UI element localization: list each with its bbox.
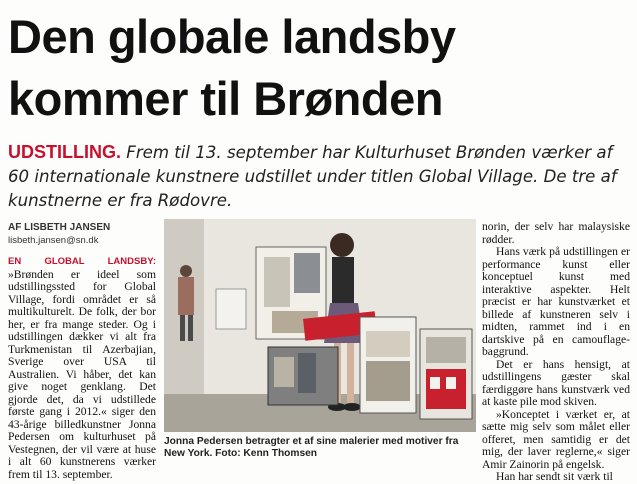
article-column-3	[482, 221, 630, 484]
lead-kicker: UDSTILLING.	[8, 142, 121, 162]
headline-line-1: Den globale landsby	[8, 10, 456, 63]
photo-caption: Jonna Pedersen betragter et af sine malerier med motiver fra New York. Foto: Kenn Thomsen	[164, 436, 459, 459]
column-3-paragraph: Det er hans hensigt, at udstillingens gæster skal færdiggøre hans kunstværk ved at kaste pile mod skiven.	[482, 357, 630, 408]
column-1-text: »Brønden er ideel som udstillingssted for Global Village, fordi området er så multikulturelt. De folk, der bor her, er fra mange steder. Og i udstillingen dækker vi alt fra Turkmenistan til Azerbajian, Sverige over USA til Australien. Vi håber, det kan give noget genklang. Det gjorde det, da vi udstillede første gang i 2012.« siger den 43-årige billedkunstner Jonna Pedersen om kulturhuset på Vestegnen, der vil være at huse i alt 60 kunstnerens værker frem til 13. september.	[8, 267, 156, 481]
column-3-paragraph: Han har sendt sit værk til	[496, 470, 613, 483]
byline-author: AF LISBETH JANSEN	[8, 222, 111, 233]
column-3-paragraph: Hans værk på udstillingen er performance kunst eller konceptuel kunst med interaktive aspekter. Helt præcist er har kunstværket et billede af kunstneren selv i midten, rammet ind i en dartskive på en camouflage-baggrund.	[482, 245, 630, 358]
column-3-paragraph: norin, der selv har malaysiske rødder.	[482, 220, 630, 246]
headline-line-2: kommer til Brønden	[8, 72, 443, 125]
photo-illustration	[164, 219, 476, 432]
byline-email: lisbeth.jansen@sn.dk	[8, 235, 99, 246]
article-column-1	[8, 255, 156, 481]
lead-paragraph	[8, 140, 630, 213]
article-photo	[164, 219, 476, 432]
column-3-paragraph: »Konceptet i værket er, at sætte mig selv som målet eller offeret, men samtidig er det mig, der laver reglerne,« siger Amir Zainorin på engelsk.	[482, 407, 630, 471]
lead-text: Frem til 13. september har Kulturhuset Brønden værker af 60 internationale kunstnere udstillet under titlen Global Village. De tre af kunstnerne er fra Rødovre.	[8, 143, 617, 210]
column-kicker: EN GLOBAL LANDSBY:	[8, 256, 156, 267]
